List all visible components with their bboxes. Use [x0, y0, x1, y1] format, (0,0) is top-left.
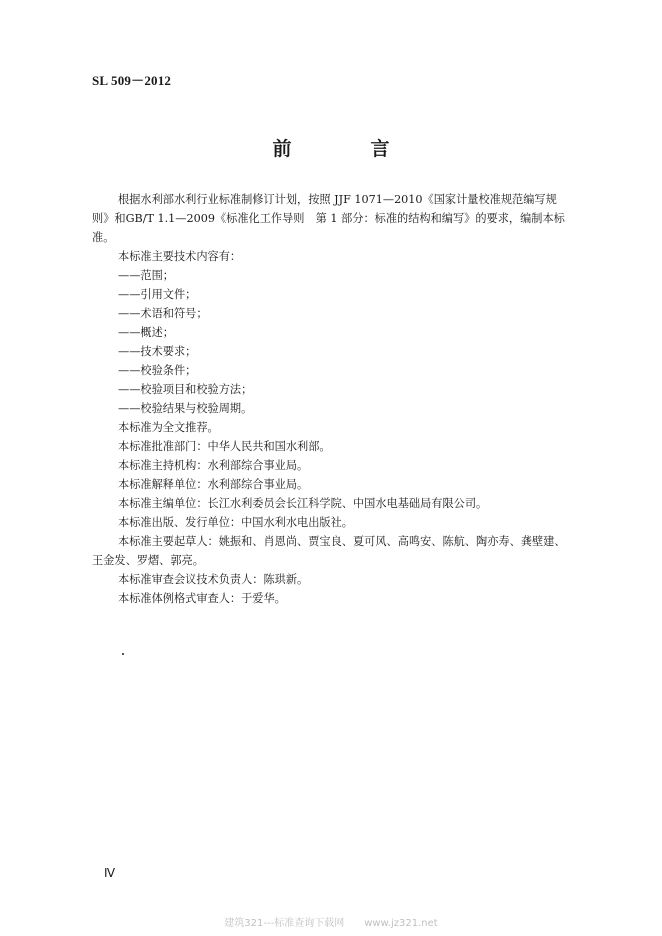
watermark: 建筑321---标准查询下载网 www.jz321.net	[224, 918, 438, 929]
list-item: ——校验项目和校验方法；	[118, 383, 253, 396]
info-line-publisher: 本标准出版、发行单位：中国水利水电出版社。	[118, 516, 353, 529]
foreword-body	[92, 190, 570, 608]
stray-dot	[122, 653, 124, 655]
list-item: ——技术要求；	[118, 345, 197, 358]
info-line-approval: 本标准批准部门：中华人民共和国水利部。	[118, 440, 331, 453]
info-line-recommend: 本标准为全文推荐。	[118, 421, 219, 434]
list-item: ——概述；	[118, 326, 174, 339]
contents-intro: 本标准主要技术内容有：	[118, 250, 242, 263]
page-title: 前 言	[272, 138, 420, 160]
info-line-host: 本标准主持机构：水利部综合事业局。	[118, 459, 309, 472]
page-number: Ⅳ	[104, 866, 116, 880]
list-item: ——范围；	[118, 269, 174, 282]
list-item: ——术语和符号；	[118, 307, 208, 320]
info-line-format-reviewer: 本标准体例格式审查人：于爱华。	[118, 592, 286, 605]
list-item: ——引用文件；	[118, 288, 197, 301]
info-line-interpretation: 本标准解释单位：水利部综合事业局。	[118, 478, 309, 491]
info-line-drafters: 本标准主要起草人：姚振和、肖恩尚、贾宝良、夏可风、高鸣安、陈航、陶亦寿、龚壁建、王金发、罗熠、郭亮。	[92, 535, 566, 567]
info-line-review-lead: 本标准审查会议技术负责人：陈珙新。	[118, 573, 309, 586]
intro-paragraph: 根据水利部水利行业标准制修订计划，按照 JJF 1071—2010《国家计量校准规范编写规则》和GB/T 1.1—2009《标准化工作导则 第 1 部分：标准的结构和编写》的要求，编制本标准。	[92, 193, 565, 244]
list-item: ——校验结果与校验周期。	[118, 402, 253, 415]
list-item: ——校验条件；	[118, 364, 197, 377]
standard-code: SL 509－2012	[92, 73, 172, 88]
info-line-editor: 本标准主编单位：长江水利委员会长江科学院、中国水电基础局有限公司。	[118, 497, 488, 510]
